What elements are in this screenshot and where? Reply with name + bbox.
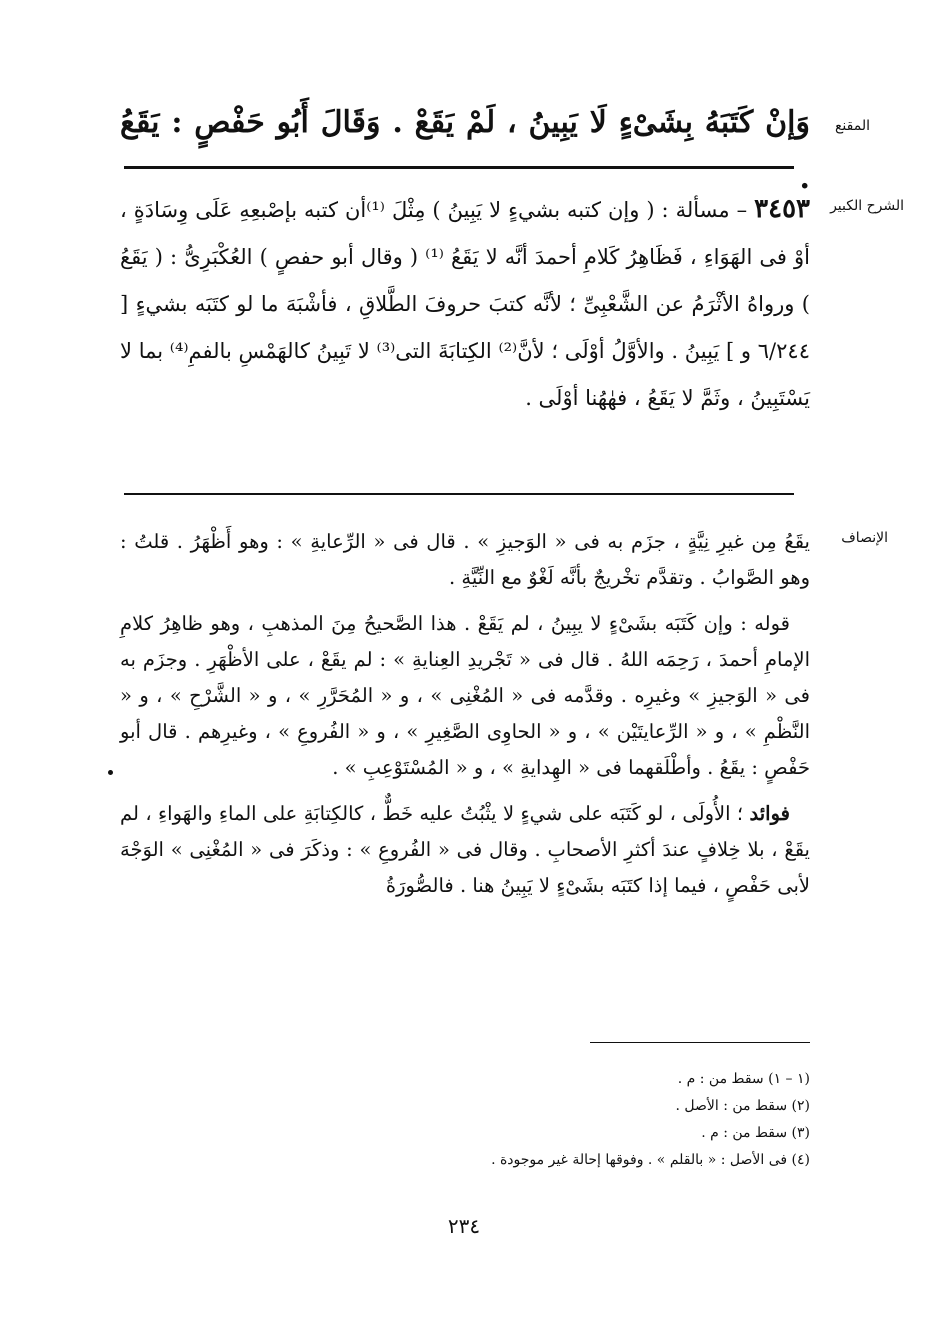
insaf-paragraph-1: يقَعُ مِن غيرِ نِيَّةٍ ، جزَم به فى « الوَجيزِ » . قال فى « الرِّعايةِ » : وهو أَظْهَرُ . قلتُ : وهو الصَّوابُ . وتقدَّم تخْريجٌ بأنَّه لَغْوٌ مع النِّيَّةِ . [120, 530, 810, 589]
insaf-paragraph-3 [120, 796, 810, 904]
muqni-text: وَإنْ كَتَبَهُ بِشَىْءٍ لَا يَبِينُ ، لَمْ يَقَعْ . وَقَالَ أَبُو حَفْصٍ : يَقَعُ . [120, 105, 810, 196]
muqni-divider [124, 166, 794, 169]
footnote-4: (٤) فى الأصل : « بالقلم » . وفوقها إحالة غير موجودة . [491, 1152, 810, 1168]
issue-number: ٣٤٥٣ [754, 194, 810, 224]
label-muqni: المقنع [834, 118, 870, 134]
sharh-body: – مسألة : ( وإن كتبه بشيءٍ لا يَبِينُ ) مِثْلَ ⁽¹⁾أن كتبه بإصْبعِهِ عَلَى وِسَادَةٍ ، أوْ فى الهَوَاءِ ، فَظَاهِرُ كَلامِ أحمدَ أنَّه لا يَقَعُ ⁽¹⁾ ( وقال أبو حفصٍ ) العُكْبَرِىُّ : ( يَقَعُ ) ورواهُ الأثْرَمُ عن الشَّعْبِىِّ ؛ لأنَّه كتبَ حروفَ الطَّلاقِ ، فأشْبَهَ ما لو كتَبَه بشيءٍ [ ٦/٢٤٤ و ] يَبِينُ . والأوَّلُ أوْلَى ؛ لأنَّ⁽²⁾ الكِتابَةَ التى⁽³⁾ لا تَبِينُ كالهَمْسِ بالفمِ⁽⁴⁾ بما لا يَسْتَبِينُ ، وثَمَّ لا يَقَعُ ، فهٰهُنا أوْلَى . [120, 198, 810, 410]
fawaid-heading: فوائد [749, 802, 790, 825]
sharh-divider [124, 493, 794, 495]
insaf-paragraph-2: قوله : وإن كَتَبَه بشَىْءٍ لا يبِينُ ، لم يَقَعْ . هذا الصَّحيحُ مِنَ المذهبِ ، وهو ظاهِرُ كلامِ الإمامِ أحمدَ ، رَحِمَه اللهُ . قال فى « تَجْريدِ العِنايةِ » : لم يقَعْ ، على الأظْهَرِ . وجزَم به فى « الوَجيزِ » وغيرِه . وقدَّمه فى « المُغْنِى » ، و « المُحَرَّرِ » ، و « الشَّرْحِ » ، و « النَّظْمِ » ، و « الرِّعايتَيْن » ، و « الحاوِى الصَّغِيرِ » ، و « الفُروعِ » ، وغيرِهم . قال أبو حَفْصٍ : يقَعُ . وأطْلَقهما فى « الهِدايةِ » ، و « المُسْتَوْعِبِ » . [120, 612, 810, 779]
page-number: ٢٣٤ [447, 1214, 481, 1238]
fawaid-body: ؛ الأُولَى ، لو كَتَبَه على شيءٍ لا يثْبُتُ عليه خَطٌّ ، كالكِتابَةِ على الماءِ والهَواءِ ، لم يقَعْ ، بلا خِلافٍ عندَ أكثرِ الأصحابِ . وقال فى « الفُروعِ » : وذكَرَ فى « المُغْنِى » الوَجْهَ لأبى حَفْصٍ ، فيما إذا كتَبَه بشَىْءٍ لا يَبِينُ هنا . فالصُّورَةُ [120, 802, 810, 897]
insaf-text [120, 524, 810, 904]
label-sharh: الشرح الكبير [830, 198, 904, 214]
footnotes [410, 1066, 810, 1174]
label-insaf: الإنصاف [841, 530, 888, 546]
footnote-3: (٣) سقط من : م . [701, 1125, 810, 1141]
margin-dot [108, 770, 113, 775]
footnote-1: (١ – ١) سقط من : م . [677, 1071, 810, 1087]
sharh-text [120, 186, 810, 422]
footnote-2: (٢) سقط من : الأصل . [675, 1098, 810, 1114]
footnote-divider [590, 1042, 810, 1043]
